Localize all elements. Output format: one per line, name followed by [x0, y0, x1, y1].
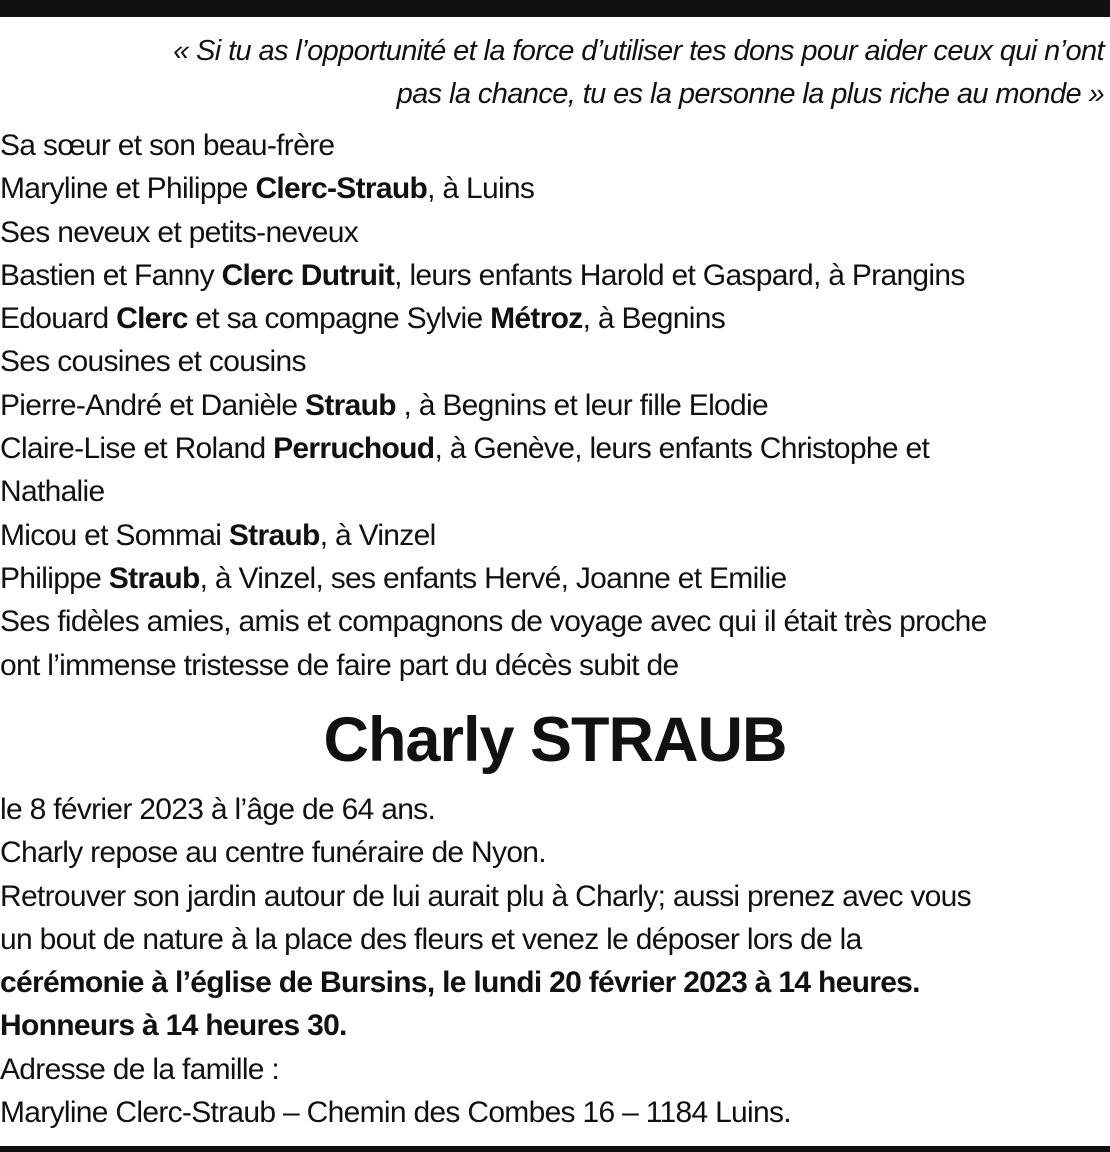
family-line: Sa sœur et son beau-frère	[0, 129, 335, 162]
family-surname: Perruchoud	[273, 432, 435, 466]
family-line: Edouard Clerc et sa compagne Sylvie Métroz, à Begnins	[0, 302, 725, 336]
family-address: Maryline Clerc-Straub – Chemin des Combes 16 – 1184 Luins.	[0, 1096, 791, 1130]
detail-line: un bout de nature à la place des fleurs et venez le déposer lors de la	[0, 922, 862, 956]
family-surname: Clerc Dutruit	[221, 258, 395, 292]
top-rule	[0, 0, 1110, 17]
family-line: Ses cousines et cousins	[0, 345, 306, 379]
honours-line: Honneurs à 14 heures 30.	[0, 1009, 347, 1043]
family-line: ont l’immense tristesse de faire part du décès subit de	[0, 648, 679, 682]
ceremony-details	[0, 788, 1110, 1134]
family-line: Ses fidèles amies, amis et compagnons de voyage avec qui il était très proche	[0, 605, 987, 639]
family-line: Claire-Lise et Roland Perruchoud, à Genève, leurs enfants Christophe et	[0, 432, 930, 466]
detail-line: le 8 février 2023 à l’âge de 64 ans.	[0, 793, 436, 826]
family-surname: Clerc-Straub	[255, 172, 428, 206]
detail-line: Retrouver son jardin autour de lui aurait plu à Charly; aussi prenez avec vous	[0, 879, 971, 913]
quote-line-2: pas la chance, tu es la personne la plus riche au monde »	[396, 78, 1104, 110]
family-line: Ses neveux et petits-neveux	[0, 215, 358, 249]
family-surname: Clerc	[116, 302, 188, 336]
family-surname: Straub	[228, 518, 320, 552]
family-line: Micou et Sommai Straub, à Vinzel	[0, 518, 436, 552]
family-surname: Straub	[108, 561, 200, 595]
family-list	[0, 124, 1110, 687]
family-line: Bastien et Fanny Clerc Dutruit, leurs enfants Harold et Gaspard, à Prangins	[0, 258, 965, 292]
ceremony-line: cérémonie à l’église de Bursins, le lundi 20 février 2023 à 14 heures.	[0, 966, 920, 1000]
family-line: Pierre-André et Danièle Straub , à Begnins et leur fille Elodie	[0, 388, 768, 422]
family-line: Maryline et Philippe Clerc-Straub, à Luins	[0, 172, 535, 206]
quote-line-1: « Si tu as l’opportunité et la force d’utiliser tes dons pour aider ceux qui n’ont	[173, 35, 1104, 67]
address-label: Adresse de la famille :	[0, 1052, 280, 1086]
family-surname: Métroz	[490, 302, 583, 336]
family-line: Philippe Straub, à Vinzel, ses enfants Hervé, Joanne et Emilie	[0, 561, 787, 595]
detail-line: Charly repose au centre funéraire de Nyon.	[0, 836, 546, 870]
bottom-rule	[0, 1146, 1110, 1152]
epigraph-quote	[14, 30, 1104, 116]
family-line: Nathalie	[0, 475, 105, 509]
family-surname: Straub	[305, 388, 396, 422]
deceased-name: Charly STRAUB	[323, 705, 787, 775]
